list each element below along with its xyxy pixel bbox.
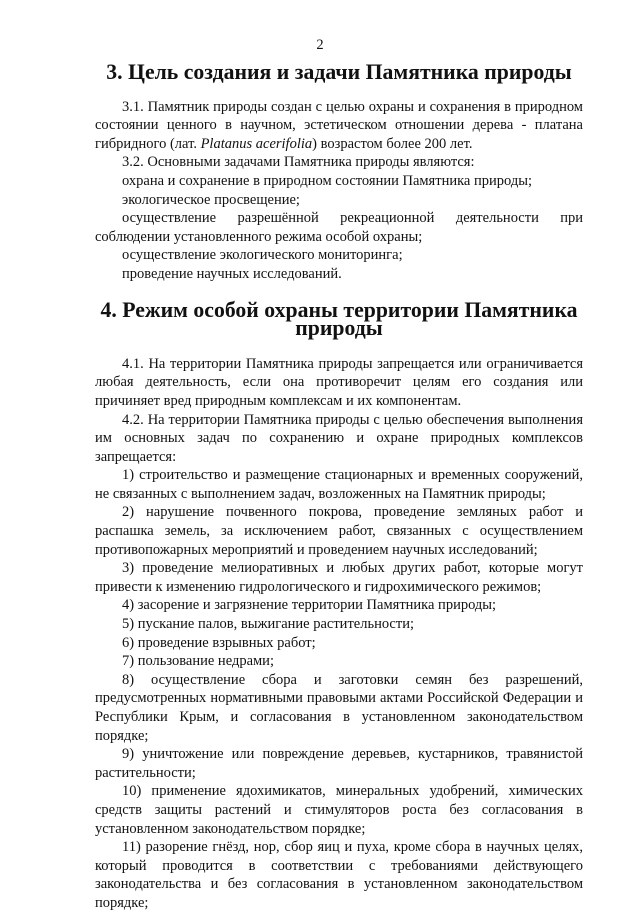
page-number: 2 [316,37,324,53]
prohibition-item: 1) строительство и размещение стационарных и временных сооружений, не связанных с выполнением задач, возложенных на Памятник природы; [95,467,583,502]
latin-species-name: Platanus acerifolia [200,135,313,152]
document-body [95,60,583,913]
prohibition-item: 2) нарушение почвенного покрова, проведение земляных работ и распашка земель, за исключением работ, связанных с осуществлением противопожарных мероприятий и проведением научных исследований; [95,504,583,558]
section-3-heading: 3. Цель создания и задачи Памятника природы [106,60,572,84]
paragraph-3-2: 3.2. Основными задачами Памятника природы являются: [122,154,475,171]
prohibition-item: 5) пускание палов, выжигание растительности; [122,616,414,633]
prohibition-item: 9) уничтожение или повреждение деревьев, кустарников, травянистой растительности; [95,746,583,781]
paragraph-3-1-text-start: 3.1. Памятник природы создан с целью охраны и сохранения в природном состоянии ценного в научном, эстетическом отношении дерева - платана гибридного (лат. [95,98,583,152]
prohibition-item: 6) проведение взрывных работ; [122,634,316,651]
prohibition-item: 4) засорение и загрязнение территории Памятника природы; [122,597,497,614]
task-item: экологическое просвещение; [122,191,300,208]
paragraph-3-1 [95,98,583,154]
prohibition-item: 3) проведение мелиоративных и любых других работ, которые могут привести к изменению гидрологического и гидрохимического режимов; [95,560,583,595]
paragraph-3-1-text-end: ) возрастом более 200 лет. [312,135,473,152]
paragraph-4-2: 4.2. На территории Памятника природы с целью обеспечения выполнения им основных задач по сохранению и охране природных комплексов запрещается: [95,411,583,465]
prohibition-item: 7) пользование недрами; [122,653,274,670]
task-item: охрана и сохранение в природном состоянии Памятника природы; [122,172,532,189]
section-4-heading: 4. Режим особой охраны территории Памятника природы [100,297,578,341]
task-item: проведение научных исследований. [122,265,342,282]
task-item: осуществление разрешённой рекреационной деятельности при соблюдении установленного режима особой охраны; [95,210,583,245]
prohibition-item: 8) осуществление сбора и заготовки семян без разрешений, предусмотренных нормативными правовыми актами Российской Федерации и Республики Крым, и согласования в установленном законодательством порядке; [95,671,583,744]
prohibition-item: 10) применение ядохимикатов, минеральных удобрений, химических средств защиты растений и стимуляторов роста без согласования в установленном законодательством порядке; [95,783,583,837]
paragraph-4-1: 4.1. На территории Памятника природы запрещается или ограничивается любая деятельность, если она противоречит целям его создания или причиняет вред природным комплексам и их компонентам. [95,355,583,409]
prohibition-item: 11) разорение гнёзд, нор, сбор яиц и пуха, кроме сбора в научных целях, который проводится в соответствии с требованиями действующего законодательства и без согласования в установленном законодательством порядке; [95,839,583,911]
task-item: осуществление экологического мониторинга; [122,247,403,264]
